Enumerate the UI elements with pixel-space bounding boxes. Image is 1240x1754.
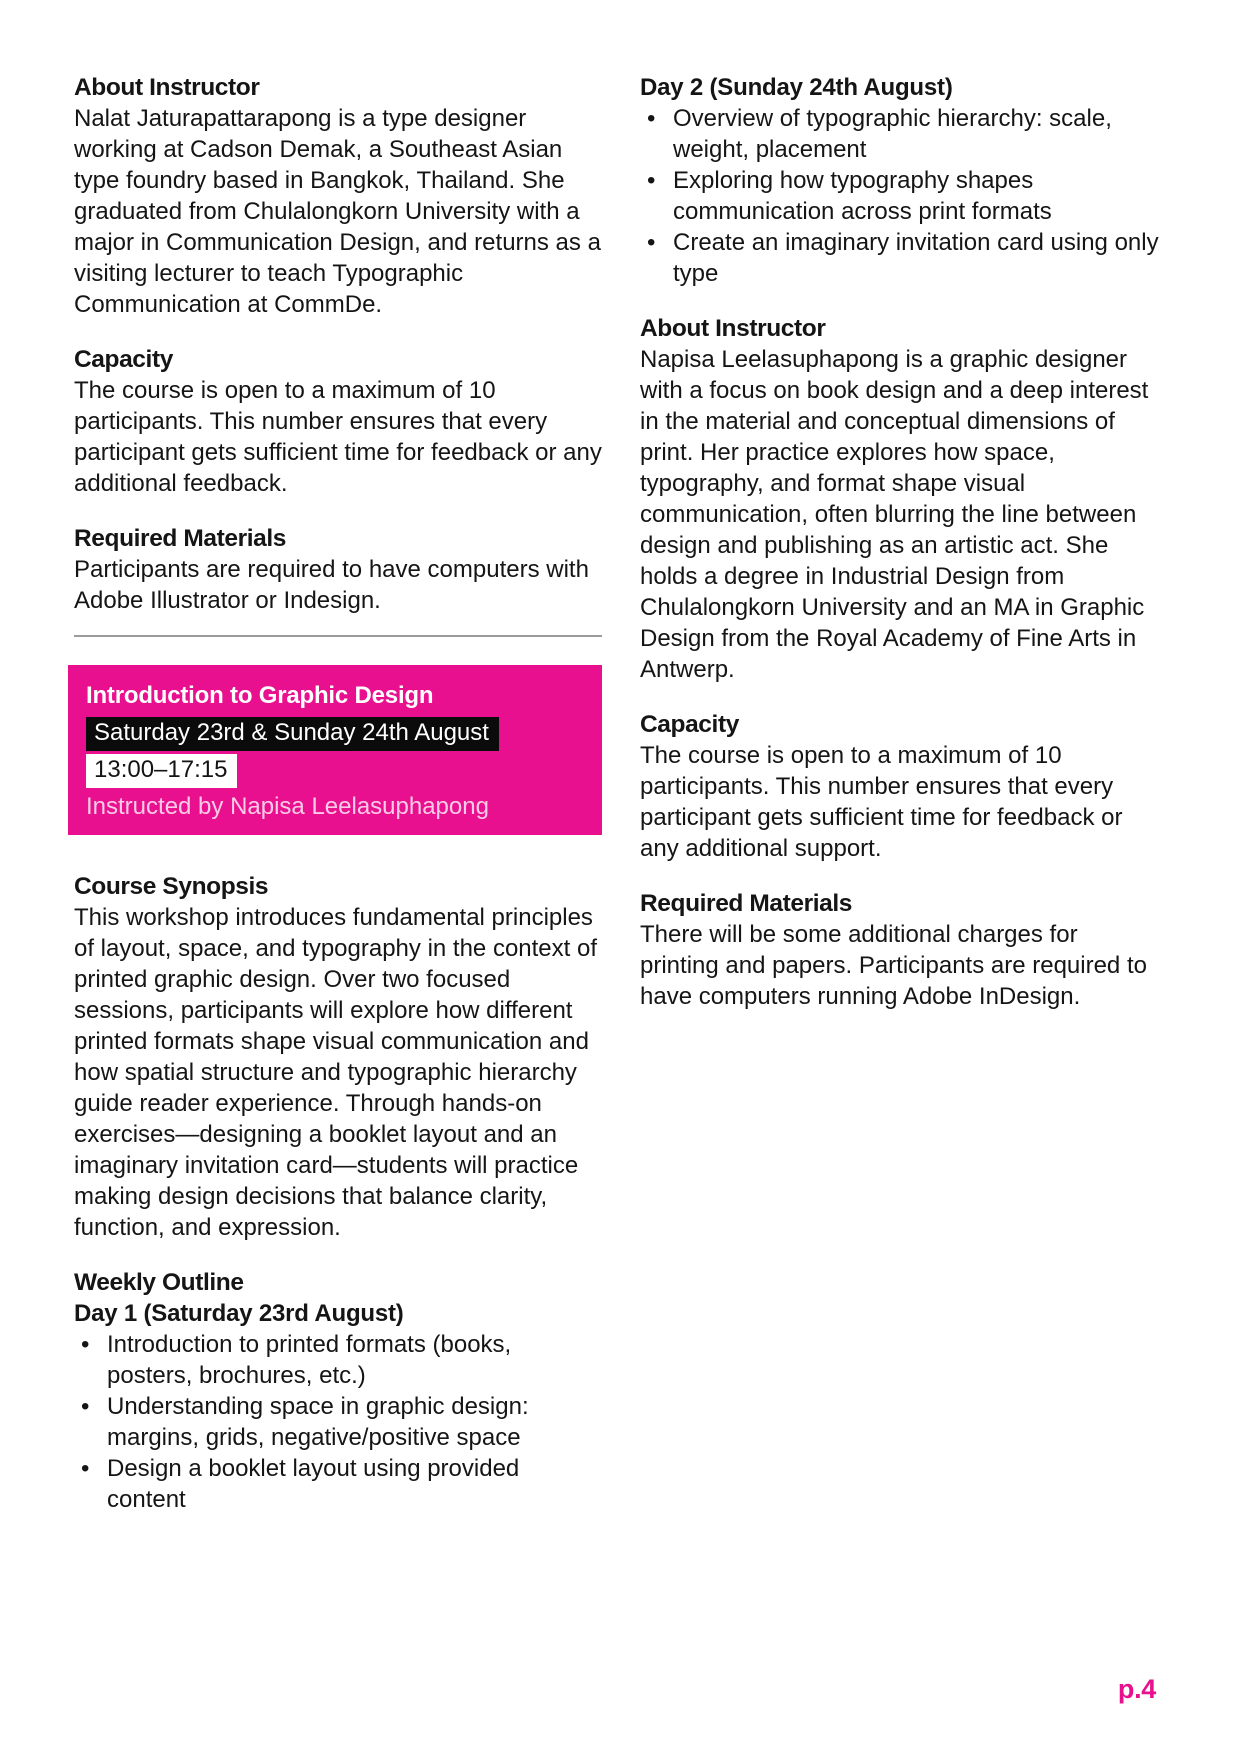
list-item: • Introduction to printed formats (books, posters, brochures, etc.) <box>74 1329 602 1391</box>
section-body: Nalat Jaturapattarapong is a type designer working at Cadson Demak, a Southeast Asian type foundry based in Bangkok, Thailand. She graduated from Chulalongkorn University with a major in Communication Design, and returns as a visiting lecturer to teach Typographic Communication at CommDe. <box>74 105 601 318</box>
section-divider <box>74 635 602 637</box>
right-column <box>640 72 1162 1515</box>
section-heading: Weekly Outline <box>74 1269 244 1296</box>
day1-heading: Day 1 (Saturday 23rd August) <box>74 1300 404 1327</box>
section-heading: Course Synopsis <box>74 873 269 900</box>
course-banner-date-row <box>86 717 584 751</box>
section-required-materials-right <box>640 888 1162 1012</box>
section-heading: Capacity <box>640 711 739 738</box>
section-course-synopsis <box>74 871 602 1243</box>
list-item: • Exploring how typography shapes communication across print formats <box>640 165 1162 227</box>
course-banner-time-row <box>86 754 584 788</box>
section-body: There will be some additional charges for printing and papers. Participants are required to have computers running Adobe InDesign. <box>640 921 1147 1010</box>
course-time-badge: 13:00–17:15 <box>86 754 237 788</box>
page-number: p.4 <box>1117 1674 1156 1704</box>
list-item: • Understanding space in graphic design: margins, grids, negative/positive space <box>74 1391 602 1453</box>
section-heading: Capacity <box>74 346 173 373</box>
course-banner <box>68 665 602 835</box>
section-heading: About Instructor <box>640 315 826 342</box>
section-day2-outline <box>640 72 1162 289</box>
section-body: The course is open to a maximum of 10 participants. This number ensures that every participant gets sufficient time for feedback or any additional support. <box>640 742 1123 862</box>
day2-bullet-list <box>640 103 1162 289</box>
day2-heading: Day 2 (Sunday 24th August) <box>640 74 953 101</box>
course-banner-title: Introduction to Graphic Design <box>86 682 434 709</box>
course-instructor-line: Instructed by Napisa Leelasuphapong <box>86 793 489 820</box>
section-body: The course is open to a maximum of 10 participants. This number ensures that every participant gets sufficient time for feedback or any additional feedback. <box>74 377 602 497</box>
section-about-instructor-left <box>74 72 602 320</box>
section-body: This workshop introduces fundamental principles of layout, space, and typography in the context of printed graphic design. Over two focused sessions, participants will explore how different printed formats shape visual communication and how spatial structure and typographic hierarchy guide reader experience. Through hands-on exercises—designing a booklet layout and an imaginary invitation card—students will practice making design decisions that balance clarity, function, and expression. <box>74 904 598 1241</box>
section-weekly-outline <box>74 1267 602 1515</box>
section-capacity-right <box>640 709 1162 864</box>
day1-bullet-list <box>74 1329 602 1515</box>
section-body: Participants are required to have computers with Adobe Illustrator or Indesign. <box>74 556 589 614</box>
list-item: • Overview of typographic hierarchy: scale, weight, placement <box>640 103 1162 165</box>
section-body: Napisa Leelasuphapong is a graphic designer with a focus on book design and a deep interest in the material and conceptual dimensions of print. Her practice explores how space, typography, and format shape visual communication, often blurring the line between design and publishing as an artistic act. She holds a degree in Industrial Design from Chulalongkorn University and an MA in Graphic Design from the Royal Academy of Fine Arts in Antwerp. <box>640 346 1149 683</box>
section-heading: Required Materials <box>74 525 287 552</box>
section-about-instructor-right <box>640 313 1162 685</box>
section-heading: About Instructor <box>74 74 260 101</box>
section-capacity-left <box>74 344 602 499</box>
section-heading: Required Materials <box>640 890 853 917</box>
list-item: • Design a booklet layout using provided content <box>74 1453 602 1515</box>
left-column <box>74 72 602 1515</box>
section-required-materials-left <box>74 523 602 616</box>
list-item: • Create an imaginary invitation card using only type <box>640 227 1162 289</box>
course-date-badge: Saturday 23rd & Sunday 24th August <box>86 717 499 751</box>
